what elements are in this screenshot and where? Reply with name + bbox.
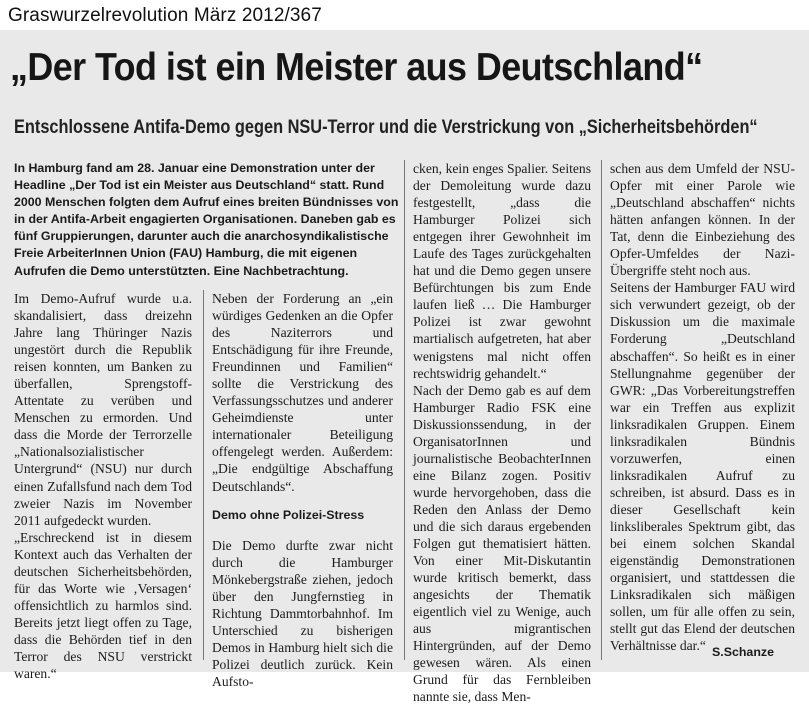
source-text: Graswurzelrevolution März 2012/367 bbox=[8, 5, 322, 26]
column-divider bbox=[601, 160, 602, 660]
column-divider bbox=[203, 290, 204, 660]
section-subtitle: Demo ohne Polizei-Stress bbox=[212, 507, 365, 522]
article-column-4 bbox=[610, 160, 795, 666]
column-divider bbox=[404, 160, 405, 660]
article-column-3 bbox=[413, 160, 591, 705]
paragraph: Nach der Demo gab es auf dem Hamburger Radio FSK eine Diskussionssendung, in der OrganisatorInnen und journalistische BeobachterInnen eine Bilanz zogen. Positiv wurde hervorgehoben, dass die Reden den Anlass der Demo und die sich daraus ergebenden Folgen gut thematisiert hätten. Von einer Mit-Diskutantin wurde kritisch bemerkt, dass angesichts der Thematik eigentlich viel zu Wenige, auch aus migrantischen Hintergründen, auf der Demo gewesen wären. Als einen Grund für das Fernbleiben nannte sie, dass Men- bbox=[413, 382, 591, 705]
paragraph: schen aus dem Umfeld der NSU-Opfer mit einer Parole wie „Deutschland abschaffen“ nichts hätten anfangen können. In der Tat, denn die Einbeziehung des Opfer-Umfeldes der Nazi-Übergriffe steht noch aus. bbox=[610, 161, 795, 279]
article-column-2 bbox=[212, 290, 393, 689]
article-column-1 bbox=[14, 290, 192, 682]
paragraph: „Erschreckend ist in diesem Kontext auch das Verhalten der deutschen Sicherheitsbehörden, für das Worte wie ‚Versagen‘ offensichtlich zu harmlos sind. Bereits jetzt liegt offen zu Tage, dass die Behörden tief in den Terror des NSU verstrickt waren.“ bbox=[14, 529, 192, 682]
paragraph: Neben der Forderung an „ein würdiges Gedenken an die Opfer des Naziterrors und Entschädigung für ihre Freunde, Freundinnen und Familien“ sollte die Verstrickung des Verfassungsschutzes und anderer Geheimdienste unter internationaler Beteiligung offengelegt werden. Außerdem: „Die endgültige Abschaffung Deutschlands“. bbox=[212, 291, 393, 494]
article-headline: „Der Tod ist ein Meister aus Deutschland“ bbox=[10, 46, 703, 89]
source-line bbox=[0, 0, 809, 30]
paragraph: cken, kein enges Spalier. Seitens der Demoleitung wurde dazu festgestellt, „dass die Hamburger Polizei sich entgegen ihrer Gewohnheit im Laufe des Tages zurückgehalten hat und die Demo gegen unsere Befürchtungen bis zum Ende laufen ließ … Die Hamburger Polizei ist zwar gewohnt martialisch aufgetreten, hat aber wenigstens mal nicht offen rechtswidrig gehandelt.“ bbox=[413, 161, 591, 381]
author-credit: S.Schanze bbox=[712, 645, 774, 659]
lead-text: In Hamburg fand am 28. Januar eine Demonstration unter der Headline „Der Tod ist ein Meister aus Deutschland“ statt. Rund 2000 Menschen folgten dem Aufruf eines breiten Bündnisses von in der Antifa-Arbeit engagierten Organisationen. Daneben gab es fünf Gruppierungen, darunter auch die anarchosyndikalistische Freie ArbeiterInnen Union (FAU) Hamburg, die mit eigenen Aufrufen die Demo unterstützten. Eine Nachbetrachtung. bbox=[14, 161, 399, 278]
paragraph: Seitens der Hamburger FAU wird sich verwundert gezeigt, ob der Diskussion um die maximale Forderung „Deutschland abschaffen“. So heißt es in einer Stellungnahme gegenüber der GWR: „Das Vorbereitungstreffen war ein Treffen aus explizit linksradikalen Gruppen. Einem linksradikalen Bündnis vorzuwerfen, einen linksradikalen Aufruf zu schreiben, ist absurd. Dass es in dieser Gesellschaft kein linksliberales Spektrum gibt, das bei einem solchen Skandal eigenständig Demonstrationen organisiert, und stattdessen die Linksradikalen sich mäßigen sollen, um für alle offen zu sein, stellt gut das Elend der deutschen Verhältnisse dar.“ bbox=[610, 280, 795, 654]
article-subheadline: Entschlossene Antifa-Demo gegen NSU-Terror und die Verstrickung von „Sicherheitsbehörden“ bbox=[14, 117, 758, 138]
paragraph: Im Demo-Aufruf wurde u.a. skandalisiert, dass dreizehn Jahre lang Thüringer Nazis ungestört durch die Republik reisen konnten, um Banken zu überfallen, Sprengstoff-Attentate zu verüben und Menschen zu ermorden. Und dass die Morde der Terrorzelle „Nationalsozialistischer Untergrund“ (NSU) nur durch einen Zufallsfund nach dem Tod zweier Nazis im November 2011 aufgedeckt wurden. bbox=[14, 291, 192, 528]
paragraph: Die Demo durfte zwar nicht durch die Hamburger Mönkebergstraße ziehen, jedoch über den Jungfernstieg in Richtung Dammtorbahnhof. Im Unterschied zu bisherigen Demos in Hamburg hielt sich die Polizei deutlich zurück. Kein Aufsto- bbox=[212, 537, 393, 689]
article-lead bbox=[14, 160, 402, 280]
